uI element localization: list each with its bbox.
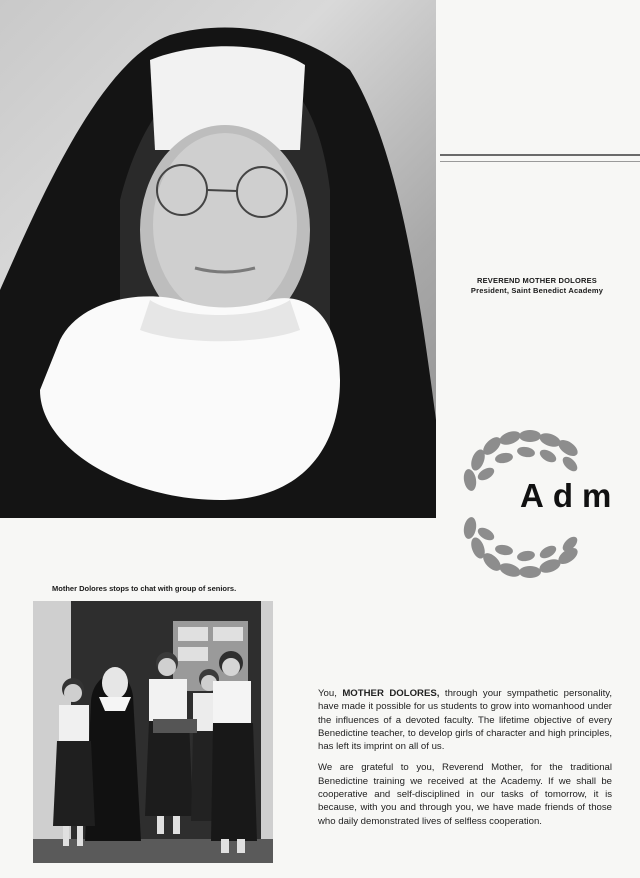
dedication-p1-rest: through your sympathetic personality, have made it possible for us students to grow into womanhood under the influences of a devoted faculty. The lifetime objective of every Benedictine teacher, to develop girls of character and high principles, has left its imprint on all of us. bbox=[318, 688, 612, 753]
dedication-paragraph-1 bbox=[318, 687, 612, 753]
section-title: Adm bbox=[520, 477, 621, 514]
portrait-caption bbox=[452, 276, 622, 296]
group-photo bbox=[33, 601, 273, 863]
group-photo-caption: Mother Dolores stops to chat with group of seniors. bbox=[52, 584, 237, 593]
dedication-name: MOTHER DOLORES, bbox=[342, 688, 440, 699]
portrait-photo bbox=[0, 0, 436, 518]
dedication-lead: You, bbox=[318, 688, 337, 699]
portrait-caption-role: President, Saint Benedict Academy bbox=[470, 286, 604, 295]
portrait-caption-name: REVEREND MOTHER DOLORES bbox=[476, 276, 598, 285]
decorative-rule bbox=[440, 154, 640, 162]
dedication-paragraph-2: We are grateful to you, Reverend Mother, for the traditional Benedictine training we received at the Academy. If we shall be cooperative and self-disciplined in our tasks of tomorrow, it is because, with you and through you, we have made friends of those who daily demonstrated lives of selfless cooperation. bbox=[318, 762, 612, 827]
dedication-text bbox=[318, 687, 612, 836]
